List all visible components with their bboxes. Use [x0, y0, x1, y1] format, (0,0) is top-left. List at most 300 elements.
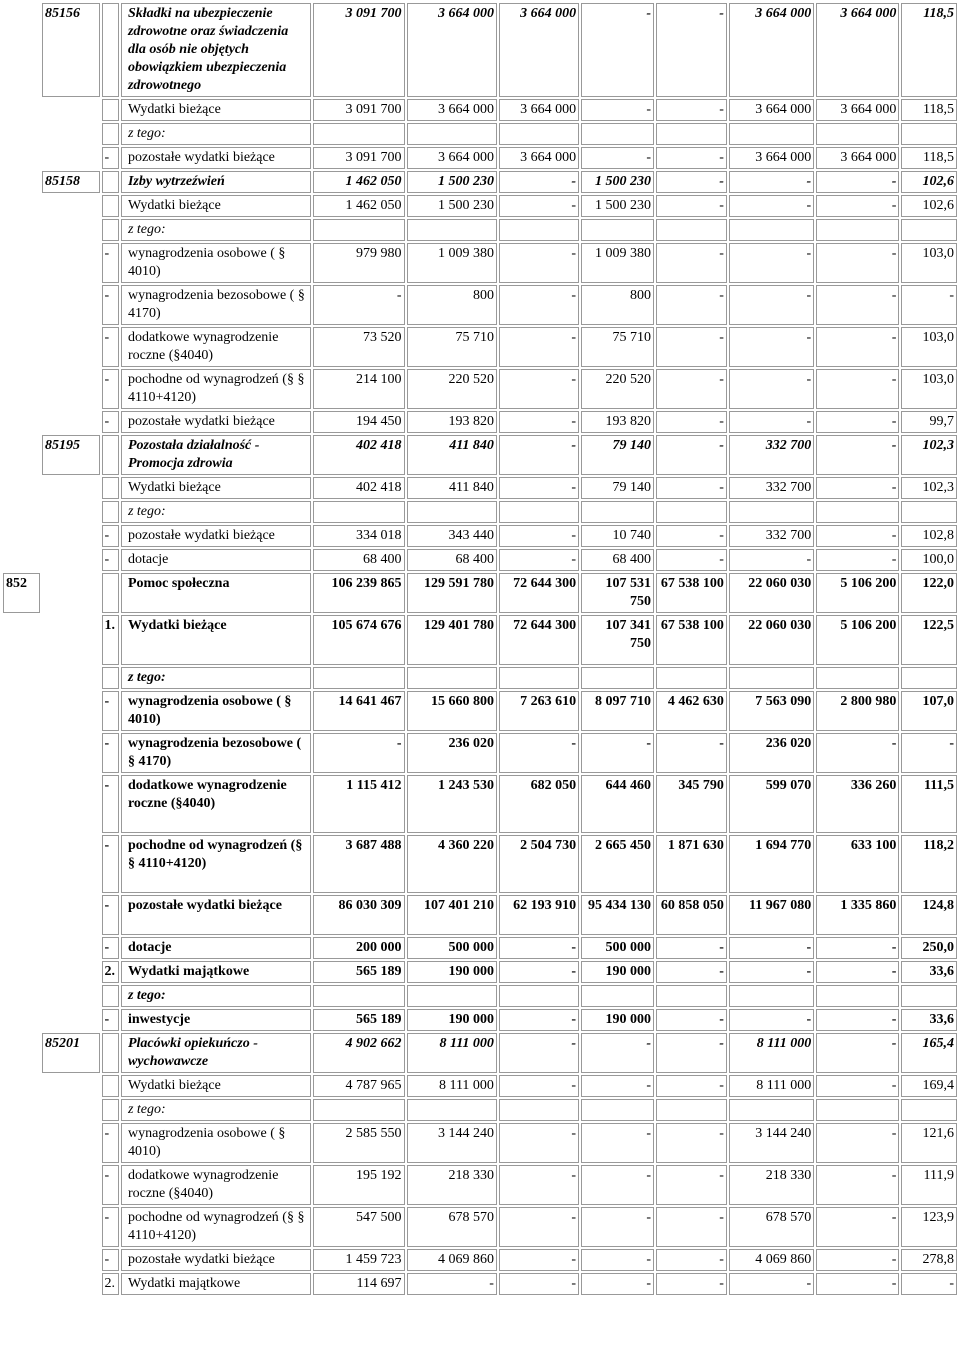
value-cell: -: [499, 477, 579, 499]
value-cell: -: [729, 285, 814, 325]
value-cell: -: [499, 1075, 579, 1097]
item-marker-cell: 2.: [102, 961, 119, 983]
value-cell: -: [499, 195, 579, 217]
item-label-cell: Wydatki bieżące: [121, 477, 311, 499]
item-marker-cell: [102, 99, 119, 121]
item-marker-cell: -: [102, 937, 119, 959]
value-cell: -: [499, 171, 579, 193]
value-cell: [407, 501, 497, 523]
value-cell: -: [656, 733, 727, 773]
dzial-cell: 852: [3, 573, 40, 613]
rozdzial-cell: [42, 1123, 100, 1163]
value-cell: 10 740: [581, 525, 654, 547]
value-cell: 8 111 000: [729, 1075, 814, 1097]
rozdzial-cell: [42, 525, 100, 547]
item-label-cell: pozostałe wydatki bieżące: [121, 147, 311, 169]
table-row: [3, 477, 957, 499]
table-row: [3, 985, 957, 1007]
value-cell: 114 697: [313, 1273, 404, 1295]
value-cell: 103,0: [901, 243, 957, 283]
dzial-cell: [3, 667, 40, 689]
value-cell: -: [656, 327, 727, 367]
value-cell: [313, 219, 404, 241]
table-body: [3, 3, 957, 1295]
item-marker-cell: -: [102, 369, 119, 409]
item-label-cell: z tego:: [121, 219, 311, 241]
value-cell: 220 520: [407, 369, 497, 409]
value-cell: -: [729, 1273, 814, 1295]
value-cell: 332 700: [729, 525, 814, 547]
value-cell: -: [901, 285, 957, 325]
dzial-cell: [3, 1075, 40, 1097]
item-marker-cell: -: [102, 243, 119, 283]
value-cell: 5 106 200: [816, 573, 899, 613]
item-label-cell: Wydatki majątkowe: [121, 961, 311, 983]
item-label-cell: dotacje: [121, 549, 311, 571]
value-cell: 1 459 723: [313, 1249, 404, 1271]
value-cell: 193 820: [581, 411, 654, 433]
rozdzial-cell: [42, 1075, 100, 1097]
table-row: [3, 573, 957, 613]
rozdzial-cell: [42, 985, 100, 1007]
table-row: [3, 615, 957, 665]
value-cell: 193 820: [407, 411, 497, 433]
table-row: [3, 411, 957, 433]
value-cell: -: [816, 1075, 899, 1097]
value-cell: -: [499, 243, 579, 283]
dzial-cell: [3, 369, 40, 409]
item-marker-cell: [102, 195, 119, 217]
value-cell: 124,8: [901, 895, 957, 935]
value-cell: -: [816, 243, 899, 283]
value-cell: 402 418: [313, 477, 404, 499]
item-marker-cell: [102, 501, 119, 523]
value-cell: -: [656, 285, 727, 325]
value-cell: 68 400: [407, 549, 497, 571]
dzial-cell: [3, 1033, 40, 1073]
value-cell: 1 871 630: [656, 835, 727, 893]
value-cell: -: [656, 171, 727, 193]
value-cell: 72 644 300: [499, 615, 579, 665]
item-label-cell: z tego:: [121, 667, 311, 689]
value-cell: -: [313, 285, 404, 325]
value-cell: -: [816, 1165, 899, 1205]
item-marker-cell: -: [102, 691, 119, 731]
value-cell: -: [656, 195, 727, 217]
rozdzial-cell: [42, 937, 100, 959]
value-cell: 8 111 000: [729, 1033, 814, 1073]
value-cell: [656, 123, 727, 145]
value-cell: 118,5: [901, 3, 957, 97]
table-row: [3, 3, 957, 97]
dzial-cell: [3, 615, 40, 665]
item-label-cell: z tego:: [121, 501, 311, 523]
value-cell: -: [499, 1009, 579, 1031]
value-cell: 1 462 050: [313, 171, 404, 193]
value-cell: [816, 985, 899, 1007]
value-cell: 67 538 100: [656, 615, 727, 665]
value-cell: -: [499, 369, 579, 409]
value-cell: -: [729, 937, 814, 959]
value-cell: [407, 219, 497, 241]
value-cell: 334 018: [313, 525, 404, 547]
value-cell: -: [816, 411, 899, 433]
table-row: [3, 1075, 957, 1097]
value-cell: -: [499, 435, 579, 475]
value-cell: 5 106 200: [816, 615, 899, 665]
value-cell: [581, 985, 654, 1007]
rozdzial-cell: [42, 477, 100, 499]
dzial-cell: [3, 171, 40, 193]
value-cell: [499, 985, 579, 1007]
item-label-cell: Izby wytrzeźwień: [121, 171, 311, 193]
value-cell: -: [656, 1273, 727, 1295]
value-cell: 14 641 467: [313, 691, 404, 731]
item-label-cell: z tego:: [121, 985, 311, 1007]
value-cell: -: [499, 525, 579, 547]
rozdzial-cell: [42, 549, 100, 571]
table-row: [3, 733, 957, 773]
value-cell: -: [656, 1075, 727, 1097]
value-cell: -: [581, 1273, 654, 1295]
value-cell: [499, 501, 579, 523]
value-cell: -: [656, 369, 727, 409]
value-cell: -: [499, 733, 579, 773]
value-cell: -: [816, 369, 899, 409]
value-cell: -: [656, 1033, 727, 1073]
value-cell: 343 440: [407, 525, 497, 547]
item-marker-cell: -: [102, 327, 119, 367]
table-row: [3, 835, 957, 893]
value-cell: 3 144 240: [407, 1123, 497, 1163]
value-cell: [729, 985, 814, 1007]
value-cell: -: [656, 147, 727, 169]
value-cell: 3 091 700: [313, 147, 404, 169]
value-cell: 1 243 530: [407, 775, 497, 833]
value-cell: -: [816, 1009, 899, 1031]
value-cell: 22 060 030: [729, 615, 814, 665]
rozdzial-cell: [42, 369, 100, 409]
value-cell: -: [407, 1273, 497, 1295]
dzial-cell: [3, 219, 40, 241]
value-cell: 102,3: [901, 435, 957, 475]
rozdzial-cell: 85201: [42, 1033, 100, 1073]
rozdzial-cell: [42, 123, 100, 145]
dzial-cell: [3, 937, 40, 959]
rozdzial-cell: [42, 691, 100, 731]
item-marker-cell: -: [102, 1123, 119, 1163]
value-cell: [499, 667, 579, 689]
rozdzial-cell: [42, 667, 100, 689]
value-cell: 79 140: [581, 477, 654, 499]
value-cell: -: [581, 1075, 654, 1097]
value-cell: 345 790: [656, 775, 727, 833]
table-row: [3, 285, 957, 325]
table-row: [3, 501, 957, 523]
item-marker-cell: [102, 477, 119, 499]
value-cell: 102,3: [901, 477, 957, 499]
dzial-cell: [3, 501, 40, 523]
value-cell: 107 341 750: [581, 615, 654, 665]
value-cell: [407, 667, 497, 689]
dzial-cell: [3, 3, 40, 97]
rozdzial-cell: [42, 1207, 100, 1247]
value-cell: 102,6: [901, 195, 957, 217]
value-cell: -: [656, 1249, 727, 1271]
item-label-cell: pozostałe wydatki bieżące: [121, 411, 311, 433]
item-marker-cell: -: [102, 733, 119, 773]
dzial-cell: [3, 411, 40, 433]
value-cell: -: [499, 411, 579, 433]
value-cell: [816, 501, 899, 523]
value-cell: -: [901, 1273, 957, 1295]
value-cell: 15 660 800: [407, 691, 497, 731]
value-cell: [313, 667, 404, 689]
value-cell: 800: [407, 285, 497, 325]
item-marker-cell: [102, 1033, 119, 1073]
value-cell: -: [729, 961, 814, 983]
value-cell: 402 418: [313, 435, 404, 475]
value-cell: [656, 501, 727, 523]
value-cell: [656, 985, 727, 1007]
value-cell: -: [729, 1009, 814, 1031]
item-label-cell: Wydatki bieżące: [121, 615, 311, 665]
rozdzial-cell: [42, 835, 100, 893]
value-cell: [816, 1099, 899, 1121]
dzial-cell: [3, 985, 40, 1007]
value-cell: -: [581, 1249, 654, 1271]
item-marker-cell: -: [102, 1165, 119, 1205]
value-cell: 169,4: [901, 1075, 957, 1097]
item-label-cell: z tego:: [121, 1099, 311, 1121]
value-cell: 7 263 610: [499, 691, 579, 731]
item-marker-cell: [102, 1075, 119, 1097]
value-cell: 106 239 865: [313, 573, 404, 613]
item-marker-cell: [102, 219, 119, 241]
value-cell: -: [656, 3, 727, 97]
table-row: [3, 171, 957, 193]
item-marker-cell: 2.: [102, 1273, 119, 1295]
value-cell: 2 665 450: [581, 835, 654, 893]
value-cell: 4 902 662: [313, 1033, 404, 1073]
value-cell: 3 664 000: [499, 3, 579, 97]
value-cell: 3 664 000: [816, 147, 899, 169]
value-cell: -: [656, 435, 727, 475]
rozdzial-cell: [42, 501, 100, 523]
value-cell: -: [816, 549, 899, 571]
value-cell: 11 967 080: [729, 895, 814, 935]
value-cell: 3 664 000: [499, 99, 579, 121]
value-cell: 3 664 000: [729, 3, 814, 97]
value-cell: 4 462 630: [656, 691, 727, 731]
table-row: [3, 147, 957, 169]
value-cell: 194 450: [313, 411, 404, 433]
rozdzial-cell: [42, 573, 100, 613]
item-marker-cell: -: [102, 525, 119, 547]
value-cell: 565 189: [313, 961, 404, 983]
value-cell: -: [656, 99, 727, 121]
value-cell: 75 710: [581, 327, 654, 367]
value-cell: 107,0: [901, 691, 957, 731]
dzial-cell: [3, 691, 40, 731]
item-label-cell: Placówki opiekuńczo - wychowawcze: [121, 1033, 311, 1073]
value-cell: [901, 985, 957, 1007]
rozdzial-cell: [42, 961, 100, 983]
table-row: [3, 99, 957, 121]
value-cell: [729, 667, 814, 689]
value-cell: -: [729, 171, 814, 193]
value-cell: 4 069 860: [407, 1249, 497, 1271]
value-cell: 1 009 380: [407, 243, 497, 283]
value-cell: -: [656, 1123, 727, 1163]
value-cell: [407, 123, 497, 145]
item-label-cell: Wydatki majątkowe: [121, 1273, 311, 1295]
value-cell: -: [581, 1165, 654, 1205]
dzial-cell: [3, 775, 40, 833]
value-cell: 62 193 910: [499, 895, 579, 935]
value-cell: [581, 219, 654, 241]
value-cell: 190 000: [407, 961, 497, 983]
value-cell: 200 000: [313, 937, 404, 959]
value-cell: 633 100: [816, 835, 899, 893]
value-cell: 73 520: [313, 327, 404, 367]
value-cell: 500 000: [407, 937, 497, 959]
value-cell: [581, 667, 654, 689]
value-cell: 103,0: [901, 327, 957, 367]
rozdzial-cell: [42, 147, 100, 169]
value-cell: 1 115 412: [313, 775, 404, 833]
value-cell: 190 000: [581, 1009, 654, 1031]
value-cell: 3 091 700: [313, 3, 404, 97]
item-label-cell: wynagrodzenia osobowe ( § 4010): [121, 243, 311, 283]
value-cell: 1 500 230: [581, 171, 654, 193]
table-row: [3, 1273, 957, 1295]
rozdzial-cell: [42, 1165, 100, 1205]
value-cell: 105 674 676: [313, 615, 404, 665]
value-cell: 979 980: [313, 243, 404, 283]
value-cell: 3 664 000: [729, 99, 814, 121]
dzial-cell: [3, 1207, 40, 1247]
value-cell: [313, 123, 404, 145]
value-cell: [407, 985, 497, 1007]
value-cell: -: [581, 1207, 654, 1247]
value-cell: [816, 123, 899, 145]
value-cell: 102,6: [901, 171, 957, 193]
table-row: [3, 123, 957, 145]
value-cell: -: [816, 1207, 899, 1247]
table-row: [3, 775, 957, 833]
value-cell: -: [499, 1273, 579, 1295]
dzial-cell: [3, 123, 40, 145]
value-cell: -: [499, 285, 579, 325]
value-cell: 3 664 000: [729, 147, 814, 169]
value-cell: [901, 1099, 957, 1121]
value-cell: 111,5: [901, 775, 957, 833]
value-cell: 644 460: [581, 775, 654, 833]
rozdzial-cell: [42, 411, 100, 433]
item-label-cell: wynagrodzenia bezosobowe ( § 4170): [121, 285, 311, 325]
value-cell: -: [816, 961, 899, 983]
value-cell: 3 091 700: [313, 99, 404, 121]
value-cell: [407, 1099, 497, 1121]
value-cell: 165,4: [901, 1033, 957, 1073]
value-cell: [656, 667, 727, 689]
value-cell: -: [729, 411, 814, 433]
value-cell: -: [499, 1165, 579, 1205]
value-cell: 111,9: [901, 1165, 957, 1205]
value-cell: -: [499, 1033, 579, 1073]
value-cell: [729, 1099, 814, 1121]
value-cell: [901, 219, 957, 241]
item-marker-cell: -: [102, 147, 119, 169]
value-cell: -: [656, 525, 727, 547]
value-cell: [313, 501, 404, 523]
value-cell: 500 000: [581, 937, 654, 959]
dzial-cell: [3, 1099, 40, 1121]
value-cell: [581, 1099, 654, 1121]
value-cell: 129 401 780: [407, 615, 497, 665]
value-cell: 3 664 000: [816, 99, 899, 121]
rozdzial-cell: [42, 243, 100, 283]
value-cell: [656, 219, 727, 241]
value-cell: 103,0: [901, 369, 957, 409]
value-cell: 336 260: [816, 775, 899, 833]
item-label-cell: pochodne od wynagrodzeń (§ § 4110+4120): [121, 835, 311, 893]
value-cell: 190 000: [407, 1009, 497, 1031]
value-cell: 682 050: [499, 775, 579, 833]
dzial-cell: [3, 1009, 40, 1031]
dzial-cell: [3, 835, 40, 893]
value-cell: 1 500 230: [407, 171, 497, 193]
rozdzial-cell: [42, 615, 100, 665]
dzial-cell: [3, 961, 40, 983]
value-cell: 8 111 000: [407, 1033, 497, 1073]
item-marker-cell: -: [102, 285, 119, 325]
value-cell: -: [816, 937, 899, 959]
table-row: [3, 1099, 957, 1121]
value-cell: 122,5: [901, 615, 957, 665]
table-row: [3, 369, 957, 409]
value-cell: -: [656, 477, 727, 499]
table-row: [3, 895, 957, 935]
value-cell: 123,9: [901, 1207, 957, 1247]
item-label-cell: Pomoc społeczna: [121, 573, 311, 613]
item-label-cell: Wydatki bieżące: [121, 1075, 311, 1097]
value-cell: 4 787 965: [313, 1075, 404, 1097]
rozdzial-cell: [42, 219, 100, 241]
item-marker-cell: -: [102, 411, 119, 433]
rozdzial-cell: [42, 1249, 100, 1271]
rozdzial-cell: [42, 1009, 100, 1031]
value-cell: 95 434 130: [581, 895, 654, 935]
value-cell: 2 504 730: [499, 835, 579, 893]
value-cell: -: [816, 1123, 899, 1163]
value-cell: [901, 667, 957, 689]
rozdzial-cell: [42, 195, 100, 217]
table-row: [3, 243, 957, 283]
value-cell: 190 000: [581, 961, 654, 983]
value-cell: [901, 501, 957, 523]
value-cell: 107 531 750: [581, 573, 654, 613]
value-cell: -: [581, 1123, 654, 1163]
value-cell: 565 189: [313, 1009, 404, 1031]
value-cell: -: [313, 733, 404, 773]
budget-table: [1, 1, 959, 1297]
item-label-cell: Wydatki bieżące: [121, 99, 311, 121]
item-marker-cell: -: [102, 1249, 119, 1271]
value-cell: 86 030 309: [313, 895, 404, 935]
value-cell: 3 144 240: [729, 1123, 814, 1163]
